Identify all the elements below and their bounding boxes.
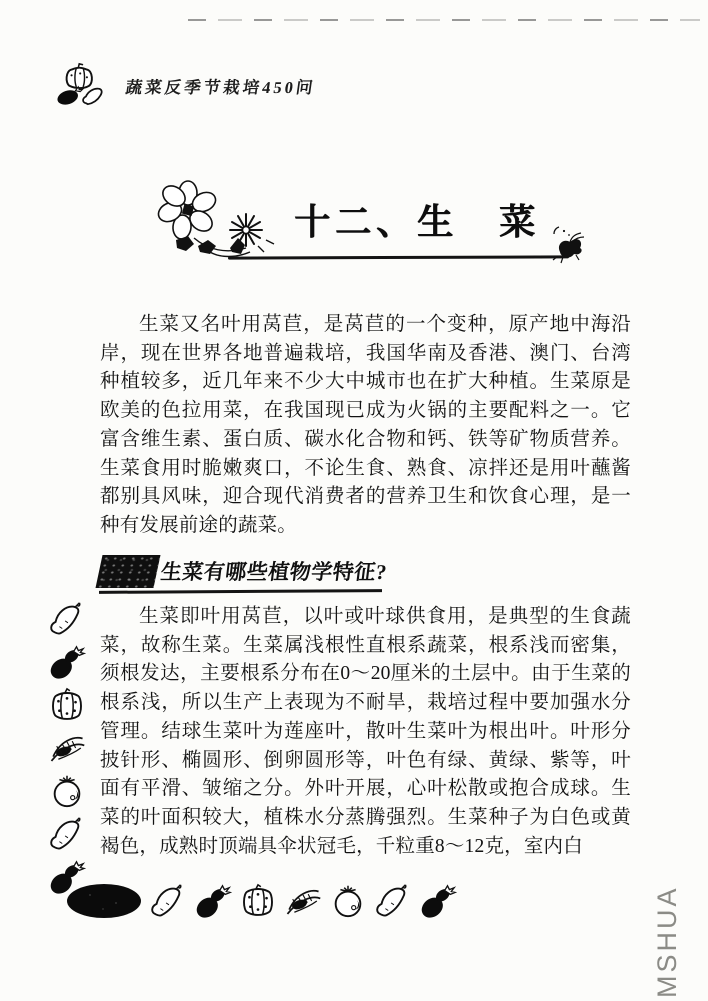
cucumber-icon: [374, 882, 412, 920]
margin-vegetable-strip: [42, 600, 92, 896]
chapter-title: 十二、生 菜: [294, 202, 541, 242]
tomato-icon: [48, 772, 86, 810]
vegetable-cluster-icon: [54, 60, 116, 108]
intro-paragraph: [100, 311, 631, 541]
title-rule: [228, 255, 569, 259]
tomato-icon: [329, 882, 367, 920]
eggplant-icon: [48, 643, 86, 681]
intro-paragraph-text: 生菜又名叶用莴苣，是莴苣的一个变种，原产地中海沿岸，现在世界各地普遍栽培，我国华南及香港、澳门、台湾种植较多，近几年来不少大中城市也在扩大种植。生菜原是欧美的色拉用菜，在我国现已成为火锅的主要配料之一。它富含维生素、蛋白质、碳水化合物和钙、铁等矿物质营养。生菜食用时脆嫩爽口，不论生食、熟食、凉拌还是用叶蘸酱都别具风味，迎合现代消费者的营养卫生和饮食心理，是一种有发展前途的蔬菜。: [100, 314, 631, 536]
running-header: [54, 60, 316, 108]
footer-vegetable-band: [66, 882, 457, 920]
cucumber-icon: [48, 600, 86, 638]
book-title: 蔬菜反季节栽培450问: [124, 78, 317, 97]
cucumber-icon: [149, 882, 187, 920]
question-body-text: 生菜即叶用莴苣，以叶或叶球供食用，是典型的生食蔬菜，故称生菜。生菜属浅根性直根系蔬菜，根系浅而密集，须根发达，主要根系分布在0～20厘米的土层中。由于生菜的根系浅，所以生产上表现为不耐旱，栽培过程中要加强水分管理。结球生菜叶为莲座叶，散叶生菜叶为根出叶。叶形分披针形、椭圆形、倒卵圆形等，叶色有绿、黄绿、紫等，叶面有平滑、皱缩之分。外叶开展，心叶松散或抱合成球。生菜的叶面积较大，植株水分蒸腾强烈。生菜种子为白色或黄褐色，成熟时顶端具伞状冠毛，千粒重8～12克，室内白: [100, 606, 631, 857]
watermark-text: MSHUA: [652, 885, 682, 998]
cucumber-icon: [48, 815, 86, 853]
question-heading-text: 生菜有哪些植物学特征?: [159, 560, 389, 584]
question-body-paragraph: [100, 603, 631, 861]
eggplant-icon: [419, 882, 457, 920]
butterfly-sketch-icon: [546, 224, 590, 266]
scan-artifact-line: [188, 19, 700, 21]
question-heading-underline: [99, 589, 382, 593]
watermelon-icon: [66, 883, 142, 919]
question-number-plate: [95, 555, 160, 588]
pepper-icon: [239, 882, 277, 920]
pepper-icon: [48, 686, 86, 724]
eggplant-icon: [194, 882, 232, 920]
greens-icon: [284, 882, 322, 920]
greens-icon: [48, 729, 86, 767]
question-heading: [99, 553, 387, 589]
